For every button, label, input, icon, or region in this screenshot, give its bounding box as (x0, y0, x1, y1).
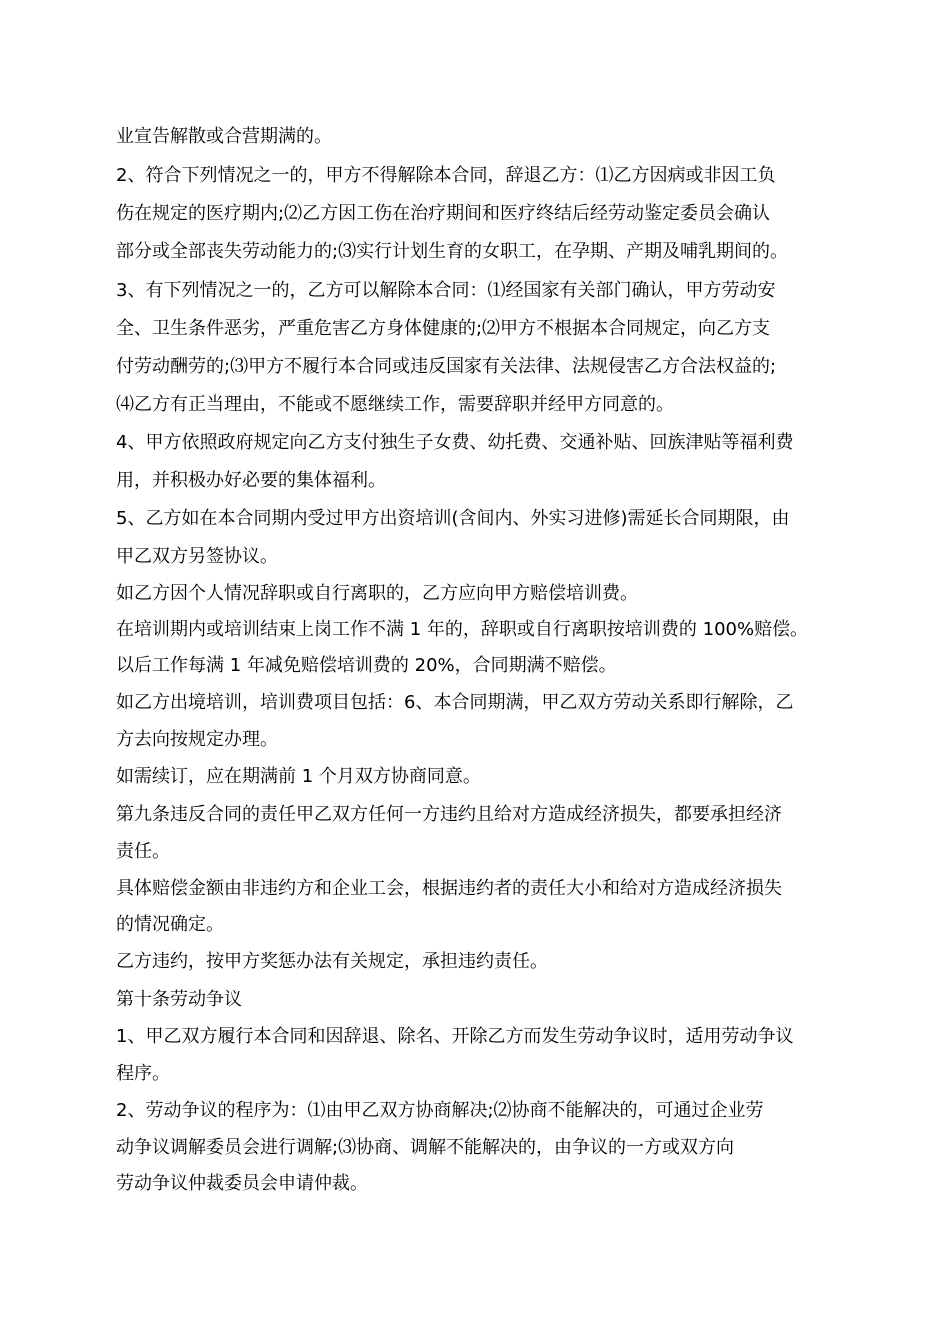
text-line: 第十条劳动争议 (116, 989, 242, 1010)
text-line: 部分或全部丧失劳动能力的;⑶实行计划生育的女职工，在孕期、产期及哺乳期间的。 (116, 241, 789, 262)
text-line: 的情况确定。 (116, 914, 224, 935)
text-line: 3、有下列情况之一的，乙方可以解除本合同：⑴经国家有关部门确认，甲方劳动安 (116, 280, 776, 301)
text-line: 5、乙方如在本合同期内受过甲方出资培训(含间内、外实习进修)需延长合同期限，由 (116, 508, 790, 529)
text-line: 如需续订，应在期满前 1 个月双方协商同意。 (116, 766, 481, 787)
text-line: 用，并积极办好必要的集体福利。 (116, 470, 386, 491)
text-line: 在培训期内或培训结束上岗工作不满 1 年的，辞职或自行离职按培训费的 100%赔偿。 (116, 619, 809, 640)
text-line: 如乙方因个人情况辞职或自行离职的，乙方应向甲方赔偿培训费。 (116, 583, 638, 604)
text-line: 付劳动酬劳的;⑶甲方不履行本合同或违反国家有关法律、法规侵害乙方合法权益的; (116, 356, 777, 377)
text-line: 具体赔偿金额由非违约方和企业工会，根据违约者的责任大小和给对方造成经济损失 (116, 878, 782, 899)
text-line: ⑷乙方有正当理由，不能或不愿继续工作，需要辞职并经甲方同意的。 (116, 394, 674, 415)
text-line: 伤在规定的医疗期内;⑵乙方因工伤在治疗期间和医疗终结后经劳动鉴定委员会确认 (116, 203, 771, 224)
text-line: 动争议调解委员会进行调解;⑶协商、调解不能解决的，由争议的一方或双方向 (116, 1137, 735, 1158)
text-line: 2、劳动争议的程序为：⑴由甲乙双方协商解决;⑵协商不能解决的，可通过企业劳 (116, 1100, 764, 1121)
text-line: 如乙方出境培训，培训费项目包括：6、本合同期满，甲乙双方劳动关系即行解除，乙 (116, 692, 794, 713)
text-line: 全、卫生条件恶劣，严重危害乙方身体健康的;⑵甲方不根据本合同规定，向乙方支 (116, 318, 771, 339)
text-line: 责任。 (116, 841, 170, 862)
text-line: 1、甲乙双方履行本合同和因辞退、除名、开除乙方而发生劳动争议时，适用劳动争议 (116, 1026, 794, 1047)
text-line: 程序。 (116, 1063, 170, 1084)
text-line: 乙方违约，按甲方奖惩办法有关规定，承担违约责任。 (116, 951, 548, 972)
text-line: 业宣告解散或合营期满的。 (116, 126, 332, 147)
text-line: 第九条违反合同的责任甲乙双方任何一方违约且给对方造成经济损失，都要承担经济 (116, 804, 782, 825)
text-line: 以后工作每满 1 年减免赔偿培训费的 20%，合同期满不赔偿。 (116, 655, 617, 676)
text-line: 4、甲方依照政府规定向乙方支付独生子女费、幼托费、交通补贴、回族津贴等福利费 (116, 432, 794, 453)
text-line: 方去向按规定办理。 (116, 729, 278, 750)
text-line: 劳动争议仲裁委员会申请仲裁。 (116, 1173, 368, 1194)
text-line: 2、符合下列情况之一的，甲方不得解除本合同，辞退乙方：⑴乙方因病或非因工负 (116, 165, 776, 186)
text-line: 甲乙双方另签协议。 (116, 546, 278, 567)
